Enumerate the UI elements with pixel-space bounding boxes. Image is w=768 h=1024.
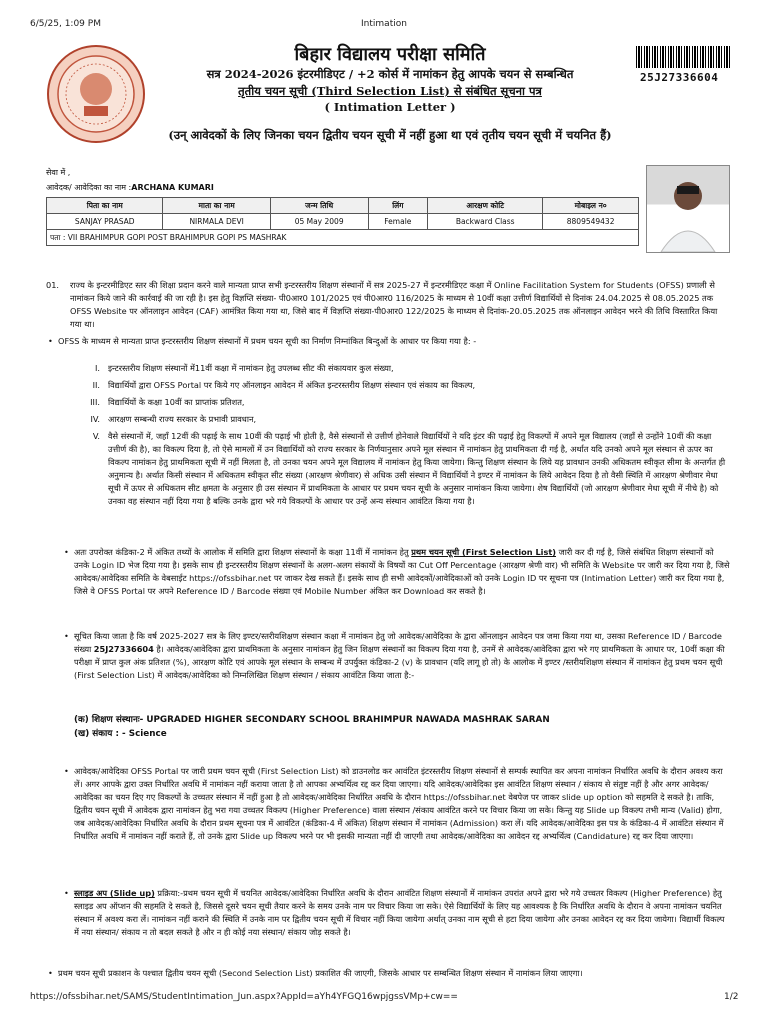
print-datetime: 6/5/25, 1:09 PM [30, 19, 101, 29]
roman-list [72, 362, 730, 508]
bullet-first-list: • अतः उपरोक्त कंडिका-2 में अंकित तथ्यों के आलोक में समिति द्वारा शिक्षण संस्थानों के कक्षा 11वीं में नामांकन हेतु प्रथम चयन सूची (First Selection List) जारी कर दी गई है, जिसे संबंधित शिक्षण संस्थानों को उनके Login ID भेज दिया गया है। इसके साथ ही इन्टरस्तरीय शिक्षण संस्थानों के अलग-अलग संकायों के विषयों का Cut Off Percentage (आरक्षण श्रेणी वार) भी समिति के Website पर जारी कर दिया गया है, जिसे आवेदक/आवेदिका समिति के वेबसाईट https://ofssbihar.net पर जाकर देख सकते हैं। इसके साथ ही सभी आवेदकों/आवेदिकाओं को उनके Login ID पर सूचना पत्र (Intimation Letter) जारी कर दिया गया है, जिसे वे OFSS Portal पर अपने Reference ID / Barcode संख्या एवं Mobile Number अंकित कर Download कर सकते है। [74, 546, 730, 598]
footer-url[interactable]: https://ofssbihar.net/SAMS/StudentIntimation_Jun.aspx?AppId=aYh4YFGQ16wpjgssVMp+cw== [30, 992, 458, 1002]
para-01: राज्य के इन्टरमीडिएट स्तर की शिक्षा प्रदान करने वाले मान्यता प्राप्त सभी इन्टरस्तरीय शिक्षण संस्थानों में सत्र 2025-27 में इन्टरमीडिएट कक्षा में Online Facilitation System for Students (OFSS) प्रणाली से नामांकन किये जाने की कार्रवाई की जा रही है। इस हेतु विज्ञप्ति संख्या- पी0आर0 101/2025 एवं पी0आर0 116/2025 के माध्यम से 10वीं कक्षा उत्तीर्ण विद्यार्थियों से दिनांक 24.04.2025 से 08.05.2025 तक OFSS Website पर ऑनलाइन आवेदन (CAF) आमंत्रित किया गया था, जिसे बाद में विज्ञप्ति संख्या-पी0आर0 122/2025 के माध्यम से दिनांक-20.05.2025 तक ऑनलाइन आवेदन भरने की तिथि विस्तारित किया गया था। [70, 280, 718, 329]
th-mobile: मोबाइल न० [543, 198, 639, 214]
allotted-school: (क) शिक्षण संस्थानः- UPGRADED HIGHER SECONDARY SCHOOL BRAHIMPUR NAWADA MASHRAK SARAN [74, 715, 550, 725]
bullet-reference-id: • सूचित किया जाता है कि वर्ष 2025-2027 सत्र के लिए इण्टर/स्तरीयशिक्षण संस्थान कक्षा में नामांकन हेतु जो आवेदक/आवेदिका के द्वारा ऑनलाइन आवेदन पत्र जमा किया गया था, उसका Reference ID / Barcode संख्या 25J27336604 है। आवेदक/आवेदिका द्वारा प्राथमिकता के अनुसार नामांकन हेतु जिन शिक्षण संस्थानों का विकल्प दिया गया है, उनमें से आवेदक/आवेदिका द्वारा भरे गए प्राथमिकता के आधार पर, 10वीं कक्षा की परीक्षा में प्राप्त कुल अंक प्रतिशत (%), आरक्षण कोटि एवं आपके मूल संस्थान के सम्बन्ध में उपर्युक्त कंडिका-2 (v) के प्रावधान (यदि लागू हो तो) के आलोक में इण्टर /स्तरीयशिक्षण संस्थान में नामांकन हेतु प्रथम चयन सूची (First Selection List) में आवेदक/आवेदिका को निम्नलिखित शिक्षण संस्थान / संकाय आवंटित किया जाता है:- [74, 630, 730, 682]
list-item: III. विद्यार्थियों के कक्षा 10वीं का प्राप्तांक प्रतिशत, [90, 397, 245, 407]
salutation: सेवा में , [46, 168, 71, 177]
th-dob: जन्म तिथि [270, 198, 368, 214]
th-category: आरक्षण कोटि [428, 198, 543, 214]
bullet-second-list: • प्रथम चयन सूची प्रकाशन के पश्चात द्वितीय चयन सूची (Second Selection List) प्रकाशित की जाएगी, जिसके आधार पर सम्बन्धित शिक्षण संस्थान में नामांकन लिया जाएगा। [58, 967, 730, 980]
bullet-slide-up: • स्लाइड अप (Slide up) प्रक्रिया:-प्रथम चयन सूची में चयनित आवेदक/आवेदिका निर्धारित अवधि के दौरान आवंटित शिक्षण संस्थानों में नामांकन उपरांत अपने द्वारा भरे गये उच्चतर विकल्प (Higher Preference) हेतु स्लाइड अप ऑप्शन की सहमति दे सकते है, जिससे दूसरे चयन सूची तैयार करने के समय उनके नाम पर विचार किया जा सके। ऐसे विद्यार्थियों के लिए यह आवश्यक है कि निर्धारित अवधि के दौरान वे अपना नामांकन चयनित संस्थान में अवश्य करा लें। नामांकन नहीं कराने की स्थिति में उनके नाम पर द्वितीय चयन सूची में विचार नहीं किया जायेगा अर्थात् उनका नाम सूची से हटा दिया जायेगा और उनका आवेदन रद्द कर दिया जायेगा। विद्यार्थी विकल्प में नया संस्थान/ संकाय न तो बदल सकते है और न ही कोई नया संस्थान/ संकाय जोड़ सकते है। [74, 887, 730, 939]
reference-id-inline: 25J27336604 [93, 644, 154, 654]
list-item: II. विद्यार्थियों द्वारा OFSS Portal पर किये गए ऑनलाइन आवेदन में अंकित इन्टरस्तरीय शिक्षण संस्थान एवं संकाय का विकल्प, [92, 380, 476, 390]
reference-id: 25J27336604 [640, 71, 719, 84]
para-01-number: 01. [46, 280, 60, 290]
applicant-details-table [46, 197, 639, 246]
list-item: IV. आरक्षण सम्बन्धी राज्य सरकार के प्रभावी प्रावधान, [90, 414, 257, 424]
th-father: पिता का नाम [47, 198, 163, 214]
first-selection-list-label: प्रथम चयन सूची (First Selection List) [411, 547, 557, 557]
allotted-faculty: (ख) संकाय : - Science [74, 729, 167, 739]
td-father: SANJAY PRASAD [47, 214, 163, 230]
th-gender: लिंग [368, 198, 428, 214]
list-item: I. इन्टरस्तरीय शिक्षण संस्थानों में11वीं कक्षा में नामांकन हेतु उपलब्ध सीट की संकायवार कुल संख्या, [94, 363, 394, 373]
table-header-row [47, 198, 639, 214]
th-mother: माता का नाम [163, 198, 270, 214]
list-item: V. वैसे संस्थानों में, जहाँ 12वीं की पढ़ाई के साथ 10वीं की पढ़ाई भी होती है, वैसे संस्थानों से उत्तीर्ण होनेवाले विद्यार्थियों ने यदि इंटर की पढ़ाई हेतु विकल्पों में अपने मूल विद्यालय (जहाँ से उन्होंने 10वीं की कक्षा उत्तीर्ण की है), का विकल्प दिया है, तो ऐसे मामलों में उन विद्यार्थियों को राज्य सरकार के निर्णयानुसार अपने मूल संस्थान में नामांकन हेतु प्राथमिकता दी गई है, अर्थात यदि उनको अपने मूल संस्थान से ऊपर का विकल्प नामांकन हेतु प्राथमिकता सूची में नहीं मिलता है, तो उनका चयन अपने मूल विद्यालय में नामांकन हेतु किया जायेगा। किन्तु शिक्षण संस्थान के लिये यह प्रावधान उनकी अधिकतम स्वीकृत सीमा के अन्तर्गत ही अनुमान्य है। अर्थात किसी संस्थान में अधिकतम स्वीकृत सीट संख्या (आरक्षण श्रेणीवार) से अधिक उसी संस्थान में विद्यार्थियों ने इण्टर में नामांकन के लिये आवेदन दिया है तो वैसी स्थिति में आरक्षण श्रेणीवार मेधा सूची में ऊपर से अधिकतम सीट क्षमता के अनुसार ही उस संस्थान में प्राथमिकता के आधार पर प्रथम चयन सूची के अनुसार नामांकन किया जायेगा। शेष विद्यार्थियों (जो आरक्षण श्रेणीवार मेधा सूची में नीचे है) को उनका वह संस्थान नहीं दिया गया है बल्कि उनके द्वारा भरे गये विकल्पों के आधार पर उन्हें अन्य संस्थान आवंटित किया गया है। [92, 431, 726, 506]
applicant-photo [646, 165, 730, 253]
bseb-logo [46, 44, 146, 144]
header-line-note: (उन् आवेदकों के लिए जिनका चयन द्वितीय चयन सूची में नहीं हुआ था एवं तृतीय चयन सूची में चयनित हैं) [168, 128, 612, 142]
td-gender: Female [368, 214, 428, 230]
header-line-session: सत्र 2024-2026 इंटरमीडिएट / +2 कोर्स में नामांकन हेतु आपके चयन से सम्बन्धित [206, 67, 574, 81]
print-page-title: Intimation [361, 19, 407, 29]
td-dob: 05 May 2009 [270, 214, 368, 230]
page-number: 1/2 [724, 992, 739, 1002]
applicant-name: ARCHANA KUMARI [131, 183, 214, 192]
bullet-download-first-list: • आवेदक/आवेदिका OFSS Portal पर जारी प्रथम चयन सूची (First Selection List) को डाउनलोड कर आवंटित इंटरस्तरीय शिक्षण संस्थानों से सम्पर्क स्थापित कर अपना नामांकन निर्धारित अवधि के दौरान अवश्य करा लें। अगर आपके द्वारा उक्त निर्धारित अवधि में नामांकन नहीं कराया जाता है तो आपका अभ्यर्थित्व रद्द कर दिया जाएगा। यदि आवेदक/आवेदिका इस आवंटित शिक्षण संस्थान / संकाय से संतुष्ट नहीं है और अगर आवेदक/आवेदिका का चयन दिए गए विकल्पों के उच्चतर संस्थान में नहीं हुआ है तो आवेदक/आवेदिका निर्धारित अवधि के दौरान https://ofssbihar.net वेबपेज पर जाकर slide up option को सहमति दे सकते है। ताकि, द्वितीय चयन सूची में आवेदक द्वारा नामांकन हेतु भरा गया उच्चतर विकल्प (Higher Preference) वाला संस्थान /संकाय आवंटित करने पर विचार किया जा सके। किन्तु यह Slide up विकल्प तभी मान्य (Valid) होगा, जब आवेदक/आवेदिका निर्धारित अवधि के दौरान प्रथम सूचना पत्र में आवंटित (कंडिका-4 में अंकित) शिक्षण संस्थान में नामांकन (Admission) करा लें। यदि आवेदक/आवेदिका इस पत्र के कंडिका-4 में आवंटित संस्थान में निर्धारित अवधि में नामांकन नहीं कराते हैं, तो उनके द्वारा Slide up विकल्प भरने पर भी इसकी मान्यता नहीं दी जाएगी तथा आवेदक/आवेदिका का आवेदन रद्द अभ्यर्थित्व (Candidature) रद्द कर दिया जाएगा। [74, 765, 730, 843]
header-line-intimation: ( Intimation Letter ) [324, 100, 456, 114]
org-name: बिहार विद्यालय परीक्षा समिति [294, 44, 486, 65]
applicant-name-row [46, 182, 214, 193]
header-line-third-list: तृतीय चयन सूची (Third Selection List) से संबंधित सूचना पत्र [238, 84, 542, 98]
td-mother: NIRMALA DEVI [163, 214, 270, 230]
slide-up-label: स्लाइड अप (Slide up) [74, 888, 155, 898]
barcode-icon [636, 46, 730, 68]
td-mobile: 8809549432 [543, 214, 639, 230]
address-row [47, 230, 639, 246]
bullet-ofss-criteria: • OFSS के माध्यम से मान्यता प्राप्त इन्टरस्तरीय शिक्षण संस्थानों में प्रथम चयन सूची का निर्माण निम्नांकित बिन्दुओं के आधार पर किया गया है: - [58, 335, 730, 348]
table-row [47, 214, 639, 230]
applicant-name-label: आवेदक/ आवेदिका का नाम : [46, 183, 132, 192]
address: पता : VII BRAHIMPUR GOPI POST BRAHIMPUR GOPI PS MASHRAK [47, 230, 639, 246]
td-category: Backward Class [428, 214, 543, 230]
